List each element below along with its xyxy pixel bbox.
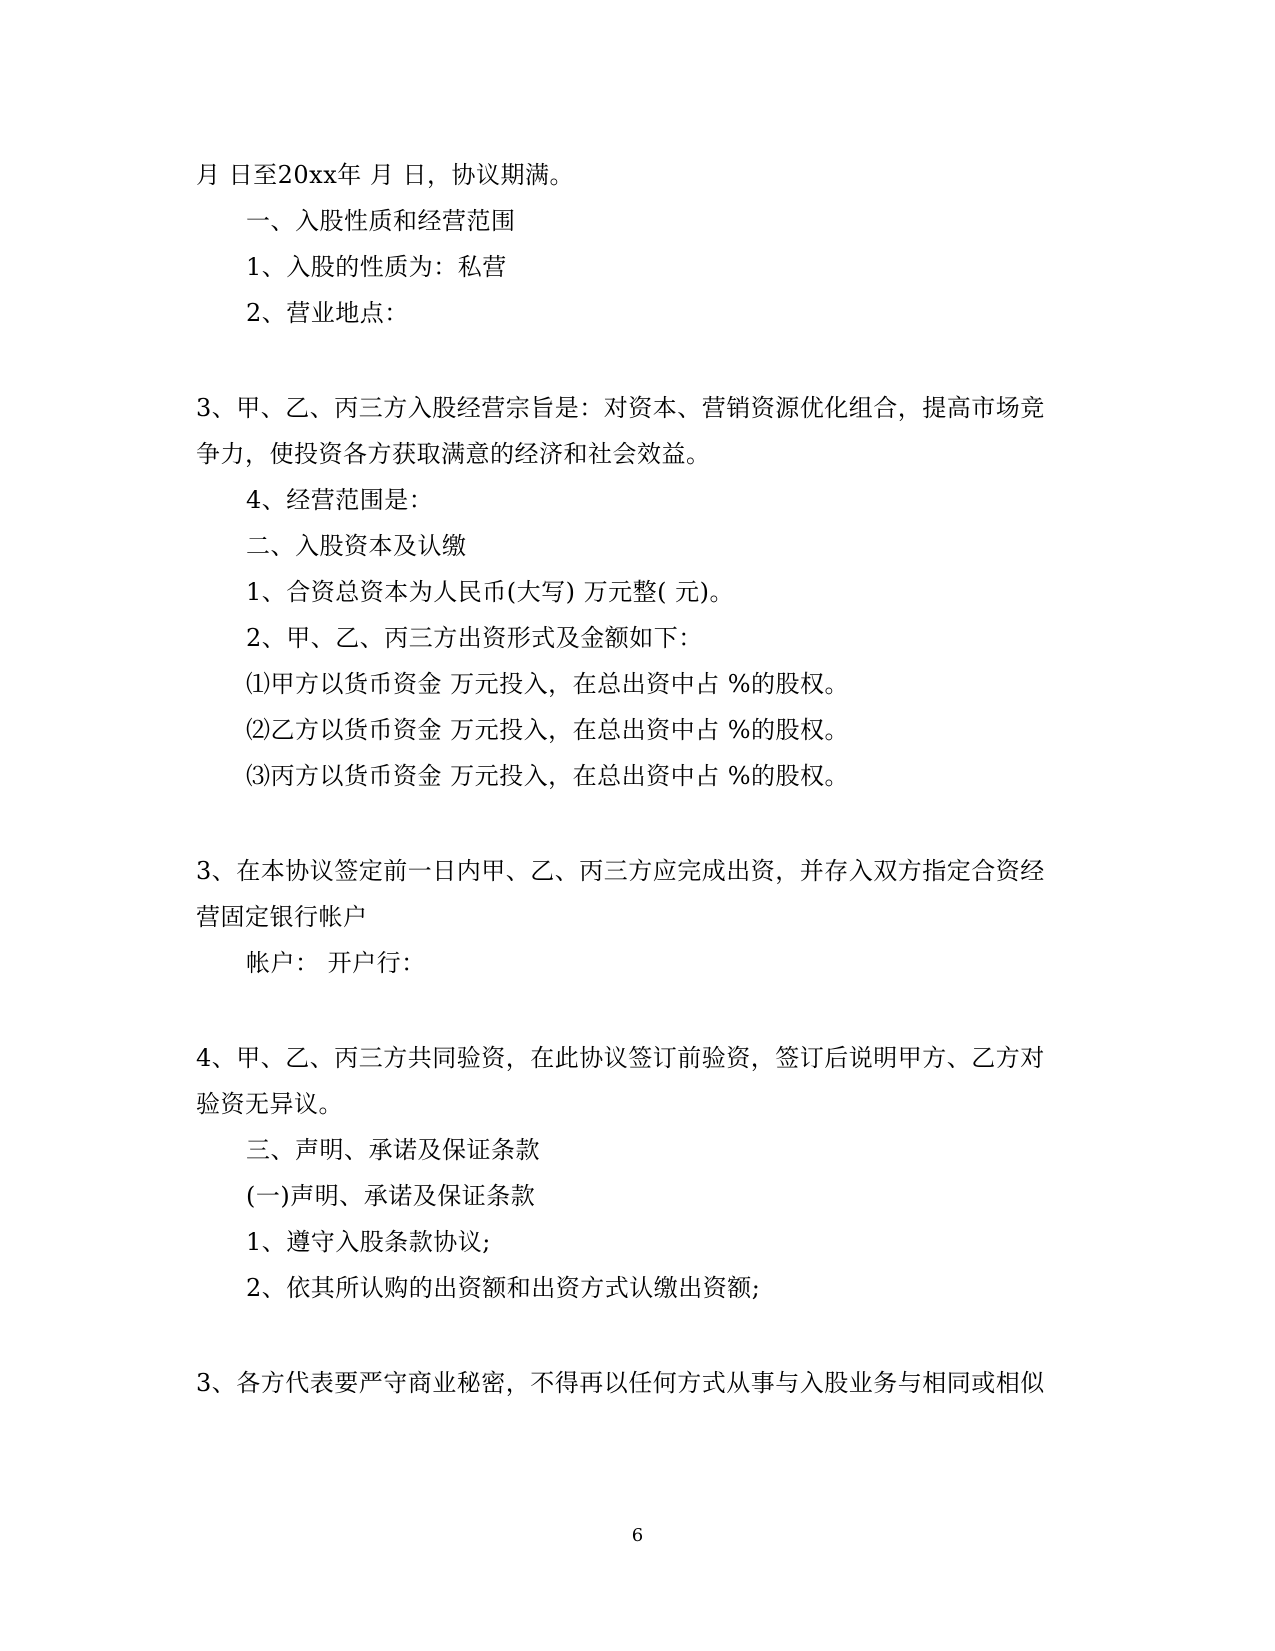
section-heading: 二、入股资本及认缴 bbox=[246, 532, 467, 560]
text-line: 2、依其所认购的出资额和出资方式认缴出资额; bbox=[246, 1274, 761, 1302]
page-number: 6 bbox=[631, 1525, 644, 1546]
text-line: 3、甲、乙、丙三方入股经营宗旨是：对资本、营销资源优化组合，提高市场竞 bbox=[196, 394, 1045, 422]
text-line: 2、营业地点： bbox=[246, 299, 409, 327]
text-line: ⑶丙方以货币资金 万元投入，在总出资中占 %的股权。 bbox=[246, 762, 850, 790]
text-line: 4、甲、乙、丙三方共同验资，在此协议签订前验资，签订后说明甲方、乙方对 bbox=[196, 1044, 1045, 1072]
text-line: 3、在本协议签定前一日内甲、乙、丙三方应完成出资，并存入双方指定合资经 bbox=[196, 857, 1045, 885]
text-line: 1、合资总资本为人民币(大写) 万元整( 元)。 bbox=[246, 578, 734, 606]
text-line: 2、甲、乙、丙三方出资形式及金额如下： bbox=[246, 624, 703, 652]
section-heading: 三、声明、承诺及保证条款 bbox=[246, 1136, 540, 1164]
text-line: 4、经营范围是： bbox=[246, 486, 434, 514]
text-line: 验资无异议。 bbox=[196, 1090, 343, 1118]
text-line: 1、遵守入股条款协议; bbox=[246, 1228, 491, 1256]
text-line: ⑴甲方以货币资金 万元投入，在总出资中占 %的股权。 bbox=[246, 670, 850, 698]
text-line: 1、入股的性质为：私营 bbox=[246, 253, 507, 281]
text-line: 争力，使投资各方获取满意的经济和社会效益。 bbox=[196, 440, 711, 468]
text-line: 月 日至20xx年 月 日，协议期满。 bbox=[196, 161, 574, 189]
text-line: 3、各方代表要严守商业秘密，不得再以任何方式从事与入股业务与相同或相似 bbox=[196, 1369, 1045, 1397]
section-heading: (一)声明、承诺及保证条款 bbox=[246, 1182, 536, 1210]
section-heading: 一、入股性质和经营范围 bbox=[246, 207, 516, 235]
text-line: ⑵乙方以货币资金 万元投入，在总出资中占 %的股权。 bbox=[246, 716, 850, 744]
text-line: 帐户： 开户行： bbox=[246, 949, 426, 977]
text-line: 营固定银行帐户 bbox=[196, 903, 368, 931]
